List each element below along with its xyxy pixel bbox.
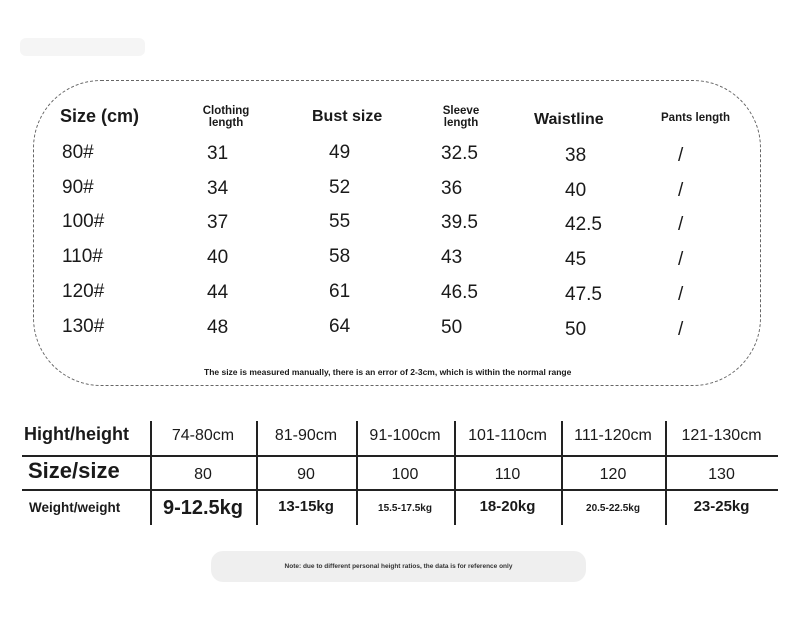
cell-bust: 49 [329, 142, 351, 163]
cell-waist: 47.5 [565, 284, 602, 305]
cell-waist: 45 [565, 249, 587, 270]
cell-bust: 64 [329, 316, 351, 337]
weight-cell: 15.5-17.5kg [378, 503, 432, 514]
cell-clothing: 37 [207, 212, 229, 233]
cell-waist: 38 [565, 145, 587, 166]
cell-size: 100# [62, 211, 105, 232]
cell-pants: / [678, 249, 684, 270]
cell-sleeve: 50 [441, 317, 463, 338]
size-label: Size/size [28, 458, 120, 483]
cell-pants: / [678, 214, 684, 235]
header-sleeve-length: Sleeve length [442, 105, 480, 129]
header-clothing-length: Clothing length [202, 105, 250, 129]
weight-cell: 9-12.5kg [162, 497, 244, 519]
cell-clothing: 31 [207, 143, 229, 164]
weight-cell: 13-15kg [278, 498, 334, 515]
cell-size: 90# [62, 177, 94, 198]
cell-pants: / [678, 145, 684, 166]
height-cell: 91-100cm [369, 427, 441, 444]
header-waistline: Waistline [534, 111, 604, 128]
watermark [20, 38, 145, 56]
height-cell: 81-90cm [274, 427, 338, 444]
weight-cell: 18-20kg [479, 498, 536, 515]
height-cell: 74-80cm [171, 427, 235, 444]
cell-bust: 61 [329, 281, 351, 302]
cell-size: 80# [62, 142, 94, 163]
size-cell: 120 [599, 466, 627, 483]
height-cell: 121-130cm [681, 427, 762, 444]
header-size: Size (cm) [60, 106, 140, 126]
size-cell: 130 [708, 466, 735, 483]
cell-sleeve: 32.5 [441, 143, 478, 164]
cell-size: 130# [62, 316, 105, 337]
cell-waist: 42.5 [565, 214, 602, 235]
height-cell: 101-110cm [468, 427, 547, 444]
weight-label: Weight/weight [29, 500, 121, 515]
height-cell: 111-120cm [574, 427, 652, 444]
cell-bust: 52 [329, 177, 351, 198]
cell-size: 110# [62, 246, 103, 267]
cell-clothing: 40 [207, 247, 229, 268]
height-label: Hight/height [24, 424, 129, 444]
cell-clothing: 44 [207, 282, 229, 303]
cell-clothing: 48 [207, 317, 229, 338]
weight-cell: 20.5-22.5kg [586, 503, 640, 514]
cell-waist: 50 [565, 319, 587, 340]
footer-note: Note: due to different personal height ratios, the data is for reference only [284, 563, 513, 570]
cell-sleeve: 36 [441, 178, 463, 199]
cell-pants: / [678, 284, 684, 305]
cell-sleeve: 43 [441, 247, 463, 268]
cell-waist: 40 [565, 180, 587, 201]
size-chart-panel [33, 80, 761, 386]
cell-size: 120# [62, 281, 105, 302]
header-pants-length: Pants length [661, 112, 731, 124]
weight-cell: 23-25kg [693, 498, 750, 515]
cell-pants: / [678, 319, 684, 340]
size-cell: 90 [297, 466, 315, 483]
size-cell: 100 [391, 466, 419, 483]
cell-bust: 58 [329, 246, 351, 267]
measurement-note: The size is measured manually, there is an error of 2-3cm, which is within the normal range [204, 367, 572, 377]
size-cell: 80 [194, 466, 212, 483]
cell-sleeve: 46.5 [441, 282, 478, 303]
cell-sleeve: 39.5 [441, 212, 478, 233]
size-cell: 110 [494, 466, 521, 483]
header-bust-size: Bust size [312, 108, 383, 125]
cell-pants: / [678, 180, 684, 201]
cell-bust: 55 [329, 211, 351, 232]
cell-clothing: 34 [207, 178, 229, 199]
